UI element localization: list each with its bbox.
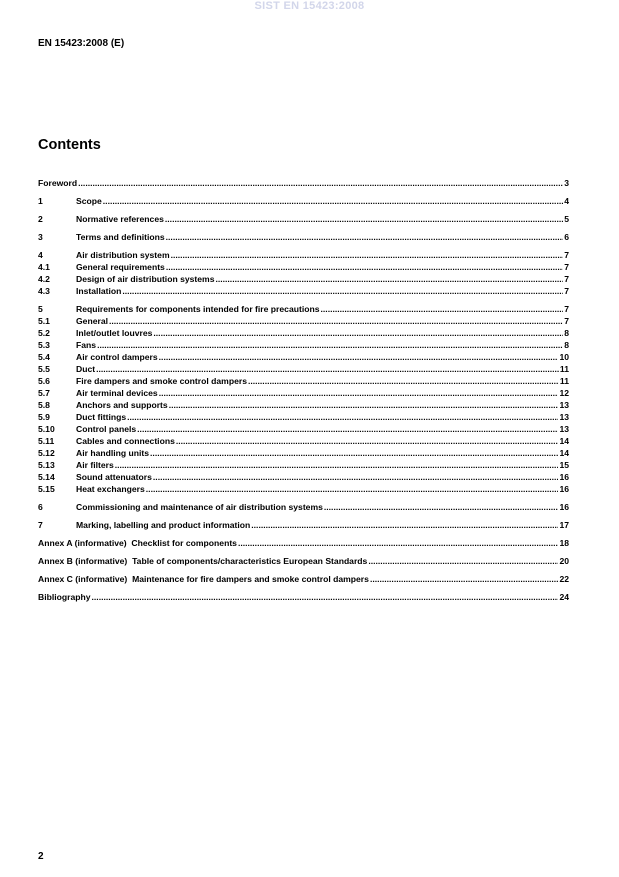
toc-title: Commissioning and maintenance of air distribution systems: [76, 502, 323, 512]
toc-page: 17: [559, 520, 569, 530]
toc-number: 4: [38, 250, 43, 260]
toc-leader: [150, 447, 558, 459]
toc-entry-foreword[interactable]: [38, 177, 569, 189]
toc-number: 5.13: [38, 460, 55, 470]
toc-page: 7: [564, 286, 569, 296]
toc-page: 13: [559, 412, 569, 422]
toc-page: 11: [559, 376, 569, 386]
toc-entry-annex-b[interactable]: [38, 555, 569, 567]
page-number: 2: [38, 851, 44, 862]
toc-leader: [238, 537, 558, 549]
watermark: SIST EN 15423:2008: [254, 0, 365, 12]
toc-page: 13: [559, 424, 569, 434]
toc-title: Installation: [76, 286, 122, 296]
toc-page: 6: [564, 232, 569, 242]
toc-title: Annex C (informative) Maintenance for fire dampers and smoke control dampers: [38, 574, 369, 584]
toc-number: 5.6: [38, 376, 50, 386]
toc-page: 7: [564, 250, 569, 260]
toc-leader: [103, 195, 563, 207]
toc-number: 5: [38, 304, 43, 314]
toc-number: 6: [38, 502, 43, 512]
contents-title: Contents: [38, 137, 101, 153]
toc-leader: [137, 423, 558, 435]
toc-page: 14: [559, 436, 569, 446]
toc-page: 15: [559, 460, 569, 470]
toc-number: 5.15: [38, 484, 55, 494]
toc-leader: [159, 387, 559, 399]
toc-page: 16: [559, 502, 569, 512]
toc-title: Air handling units: [76, 448, 150, 458]
toc-number: 5.12: [38, 448, 55, 458]
toc-number: 1: [38, 196, 43, 206]
toc-title: Terms and definitions: [76, 232, 165, 242]
toc-page: 18: [559, 538, 569, 548]
toc-page: 5: [564, 214, 569, 224]
toc-leader: [115, 459, 559, 471]
toc-title: Anchors and supports: [76, 400, 168, 410]
document-id: EN 15423:2008 (E): [38, 38, 125, 49]
toc-title: Cables and connections: [76, 436, 175, 446]
table-of-contents: [38, 177, 569, 603]
toc-leader: [166, 261, 563, 273]
toc-page: 12: [559, 388, 569, 398]
toc-number: 7: [38, 520, 43, 530]
toc-entry-air-distribution-system[interactable]: [38, 249, 569, 261]
toc-entry-anchors-and-supports[interactable]: [38, 399, 569, 411]
toc-number: 5.5: [38, 364, 50, 374]
toc-number: 3: [38, 232, 43, 242]
toc-leader: [159, 351, 559, 363]
toc-leader: [370, 573, 559, 585]
toc-page: 24: [559, 592, 569, 602]
toc-number: 5.9: [38, 412, 50, 422]
toc-leader: [153, 471, 559, 483]
toc-title: Annex B (informative) Table of components/characteristics European Standards: [38, 556, 368, 566]
toc-title: Fire dampers and smoke control dampers: [76, 376, 247, 386]
toc-entry-design-of-air-distribution-systems[interactable]: [38, 273, 569, 285]
toc-leader: [251, 519, 558, 531]
toc-entry-duct[interactable]: [38, 363, 569, 375]
toc-title: Duct fittings: [76, 412, 127, 422]
toc-entry-annex-c[interactable]: [38, 573, 569, 585]
toc-title: Sound attenuators: [76, 472, 152, 482]
toc-title: General requirements: [76, 262, 165, 272]
toc-entry-control-panels[interactable]: [38, 423, 569, 435]
toc-title: Inlet/outlet louvres: [76, 328, 153, 338]
toc-number: 5.1: [38, 316, 50, 326]
toc-title: Heat exchangers: [76, 484, 145, 494]
toc-title: Air filters: [76, 460, 114, 470]
toc-title: Design of air distribution systems: [76, 274, 215, 284]
toc-entry-inlet-outlet-louvres[interactable]: [38, 327, 569, 339]
toc-title: Marking, labelling and product information: [76, 520, 251, 530]
toc-entry-marking-labelling[interactable]: [38, 519, 569, 531]
toc-title: Fans: [76, 340, 97, 350]
toc-title: Duct: [76, 364, 96, 374]
toc-entry-annex-a[interactable]: [38, 537, 569, 549]
toc-title: Scope: [76, 196, 102, 206]
toc-page: 8: [564, 340, 569, 350]
toc-number: 5.14: [38, 472, 55, 482]
toc-leader: [96, 363, 559, 375]
toc-title: Requirements for components intended for fire precautions: [76, 304, 320, 314]
toc-leader: [92, 591, 559, 603]
toc-entry-air-filters[interactable]: [38, 459, 569, 471]
toc-page: 11: [559, 364, 569, 374]
toc-leader: [109, 315, 563, 327]
toc-number: 5.8: [38, 400, 50, 410]
toc-leader: [324, 501, 559, 513]
toc-page: 10: [559, 352, 569, 362]
toc-page: 7: [564, 316, 569, 326]
toc-leader: [122, 285, 563, 297]
toc-leader: [176, 435, 559, 447]
toc-entry-air-terminal-devices[interactable]: [38, 387, 569, 399]
toc-entry-terms-and-definitions[interactable]: [38, 231, 569, 243]
toc-number: 5.11: [38, 436, 55, 446]
toc-number: 5.10: [38, 424, 55, 434]
toc-entry-bibliography[interactable]: [38, 591, 569, 603]
toc-leader: [171, 249, 564, 261]
toc-page: 16: [559, 484, 569, 494]
toc-page: 7: [564, 274, 569, 284]
toc-number: 5.3: [38, 340, 50, 350]
toc-title: Normative references: [76, 214, 164, 224]
toc-entry-air-handling-units[interactable]: [38, 447, 569, 459]
toc-title: Annex A (informative) Checklist for components: [38, 538, 237, 548]
toc-number: 5.2: [38, 328, 50, 338]
toc-page: 7: [564, 304, 569, 314]
toc-number: 5.7: [38, 388, 50, 398]
toc-leader: [146, 483, 559, 495]
toc-entry-heat-exchangers[interactable]: [38, 483, 569, 495]
toc-leader: [169, 399, 559, 411]
toc-leader: [127, 411, 558, 423]
toc-entry-air-control-dampers[interactable]: [38, 351, 569, 363]
toc-entry-general[interactable]: [38, 315, 569, 327]
toc-entry-fire-dampers[interactable]: [38, 375, 569, 387]
toc-page: 14: [559, 448, 569, 458]
toc-title: Bibliography: [38, 592, 91, 602]
toc-leader: [78, 177, 563, 189]
toc-number: 4.1: [38, 262, 50, 272]
toc-entry-fans[interactable]: [38, 339, 569, 351]
toc-page: 13: [559, 400, 569, 410]
toc-page: 8: [564, 328, 569, 338]
toc-page: 16: [559, 472, 569, 482]
toc-number: 5.4: [38, 352, 50, 362]
toc-title: General: [76, 316, 109, 326]
toc-entry-commissioning-and-maintenance[interactable]: [38, 501, 569, 513]
toc-leader: [165, 213, 563, 225]
toc-leader: [97, 339, 563, 351]
toc-title: Foreword: [38, 178, 78, 188]
toc-entry-normative-references[interactable]: [38, 213, 569, 225]
toc-entry-requirements-for-components[interactable]: [38, 303, 569, 315]
toc-number: 4.3: [38, 286, 50, 296]
toc-title: Air terminal devices: [76, 388, 158, 398]
toc-number: 2: [38, 214, 43, 224]
toc-page: 4: [564, 196, 569, 206]
toc-entry-installation[interactable]: [38, 285, 569, 297]
toc-title: Control panels: [76, 424, 137, 434]
toc-title: Air control dampers: [76, 352, 158, 362]
toc-entry-general-requirements[interactable]: [38, 261, 569, 273]
toc-page: 20: [559, 556, 569, 566]
toc-page: 7: [564, 262, 569, 272]
toc-leader: [321, 303, 564, 315]
toc-number: 4.2: [38, 274, 50, 284]
toc-page: 3: [564, 178, 569, 188]
toc-page: 22: [559, 574, 569, 584]
toc-entry-duct-fittings[interactable]: [38, 411, 569, 423]
toc-leader: [368, 555, 558, 567]
toc-leader: [248, 375, 559, 387]
toc-leader: [153, 327, 563, 339]
toc-entry-sound-attenuators[interactable]: [38, 471, 569, 483]
toc-leader: [215, 273, 563, 285]
toc-entry-cables-and-connections[interactable]: [38, 435, 569, 447]
toc-leader: [166, 231, 564, 243]
toc-title: Air distribution system: [76, 250, 170, 260]
toc-entry-scope[interactable]: [38, 195, 569, 207]
